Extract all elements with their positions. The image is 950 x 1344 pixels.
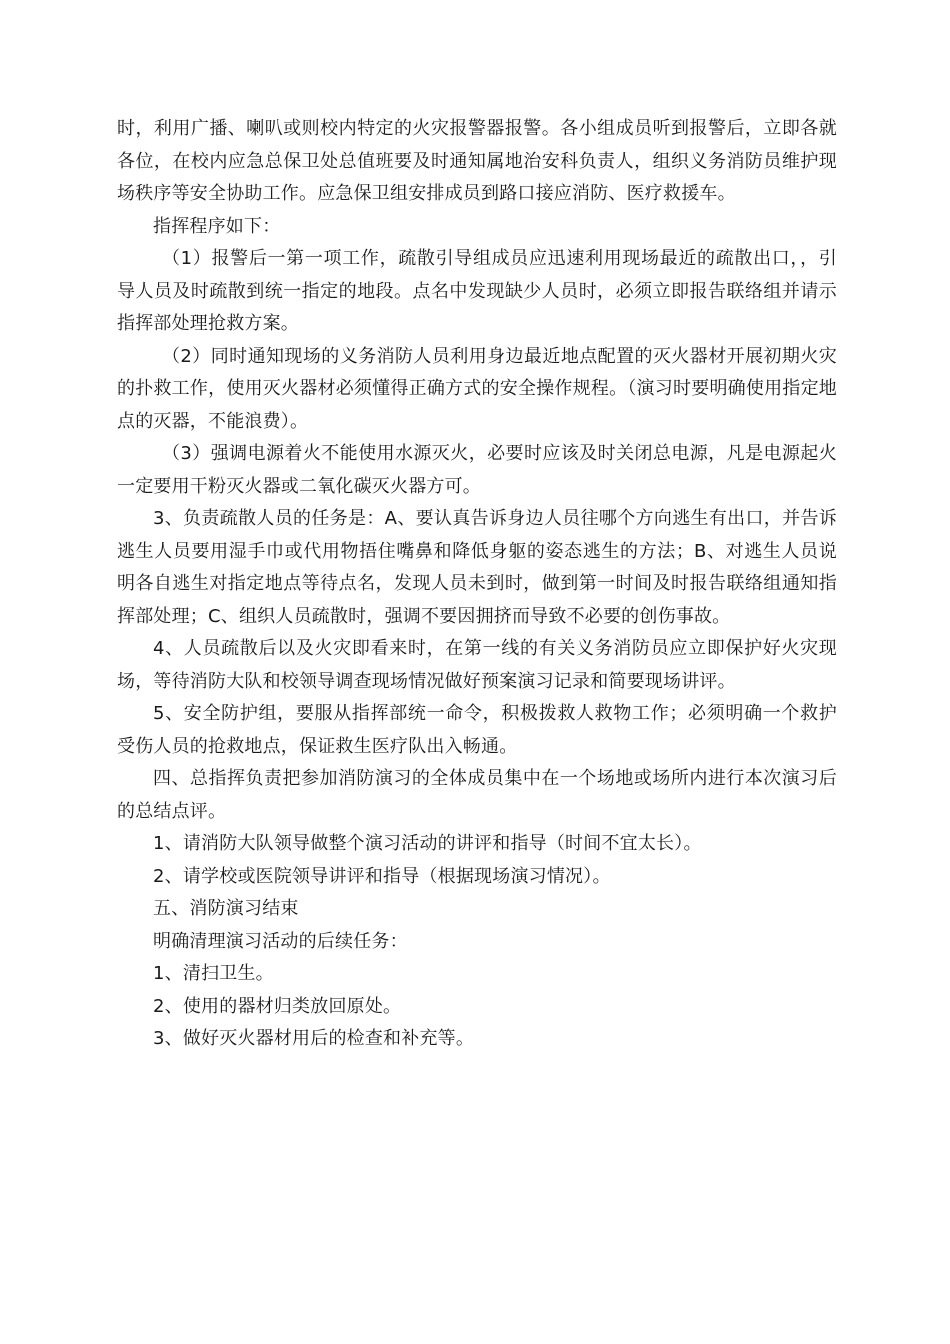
- paragraph-safety-protection-group: 5、安全防护组，要服从指挥部统一命令，积极拨救人救物工作；必须明确一个救护受伤人员的抢救地点，保证救生医疗队出入畅通。: [117, 703, 837, 757]
- list-item-equipment-return: 2、使用的器材归类放回原处。: [153, 995, 402, 1017]
- paragraph-step-2: （2）同时通知现场的义务消防人员利用身边最近地点配置的灭火器材开展初期火灾的扑救工作，使用灭火器材必须懂得正确方式的安全操作规程。（演习时要明确使用指定地点的灭器，不能浪费）。: [117, 345, 837, 432]
- paragraph-evacuation-duties: 3、负责疏散人员的任务是：A、要认真告诉身边人员往哪个方向逃生有出口，并告诉逃生人员要用湿手巾或代用物捂住嘴鼻和降低身躯的姿态逃生的方法；B、对逃生人员说明各自逃生对指定地点等待点名，发现人员未到时，做到第一时间及时报告联络组通知指挥部处理；C、组织人员疏散时，强调不要因拥挤而导致不必要的创伤事故。: [117, 508, 837, 627]
- section-four-summary: 四、总指挥负责把参加消防演习的全体成员集中在一个场地或场所内进行本次演习后的总结点评。: [117, 768, 837, 822]
- paragraph-step-3: （3）强调电源着火不能使用水源灭火，必要时应该及时关闭总电源，凡是电源起火一定要用干粉灭火器或二氧化碳灭火器方可。: [117, 443, 837, 497]
- list-item-school-review: 2、请学校或医院领导讲评和指导（根据现场演习情况）。: [153, 865, 611, 887]
- document-body: [117, 113, 837, 1056]
- paragraph-alarm-procedure: 时，利用广播、喇叭或则校内特定的火灾报警器报警。各小组成员听到报警后，立即各就各位，在校内应急总保卫处总值班要及时通知属地治安科负责人，组织义务消防员维护现场秩序等安全协助工作。应急保卫组安排成员到路口接应消防、医疗救援车。: [117, 118, 837, 204]
- paragraph-command-procedure-heading: 指挥程序如下：: [153, 215, 281, 237]
- paragraph-step-1: （1）报警后一第一项工作，疏散引导组成员应迅速利用现场最近的疏散出口，，引导人员及时疏散到统一指定的地段。点名中发现缺少人员时，必须立即报告联络组并请示指挥部处理抢救方案。: [117, 248, 837, 334]
- list-item-fire-brigade-review: 1、请消防大队领导做整个演习活动的讲评和指导（时间不宜太长）。: [153, 833, 702, 854]
- list-item-cleaning: 1、清扫卫生。: [153, 963, 274, 984]
- followup-tasks-heading: 明确清理演习活动的后续任务：: [153, 930, 408, 952]
- paragraph-scene-protection: 4、人员疏散后以及火灾即看来时，在第一线的有关义务消防员应立即保护好火灾现场，等待消防大队和校领导调查现场情况做好预案演习记录和简要现场讲评。: [117, 638, 837, 692]
- list-item-extinguisher-check: 3、做好灭火器材用后的检查和补充等。: [153, 1028, 475, 1049]
- section-five-heading: 五、消防演习结束: [153, 898, 299, 919]
